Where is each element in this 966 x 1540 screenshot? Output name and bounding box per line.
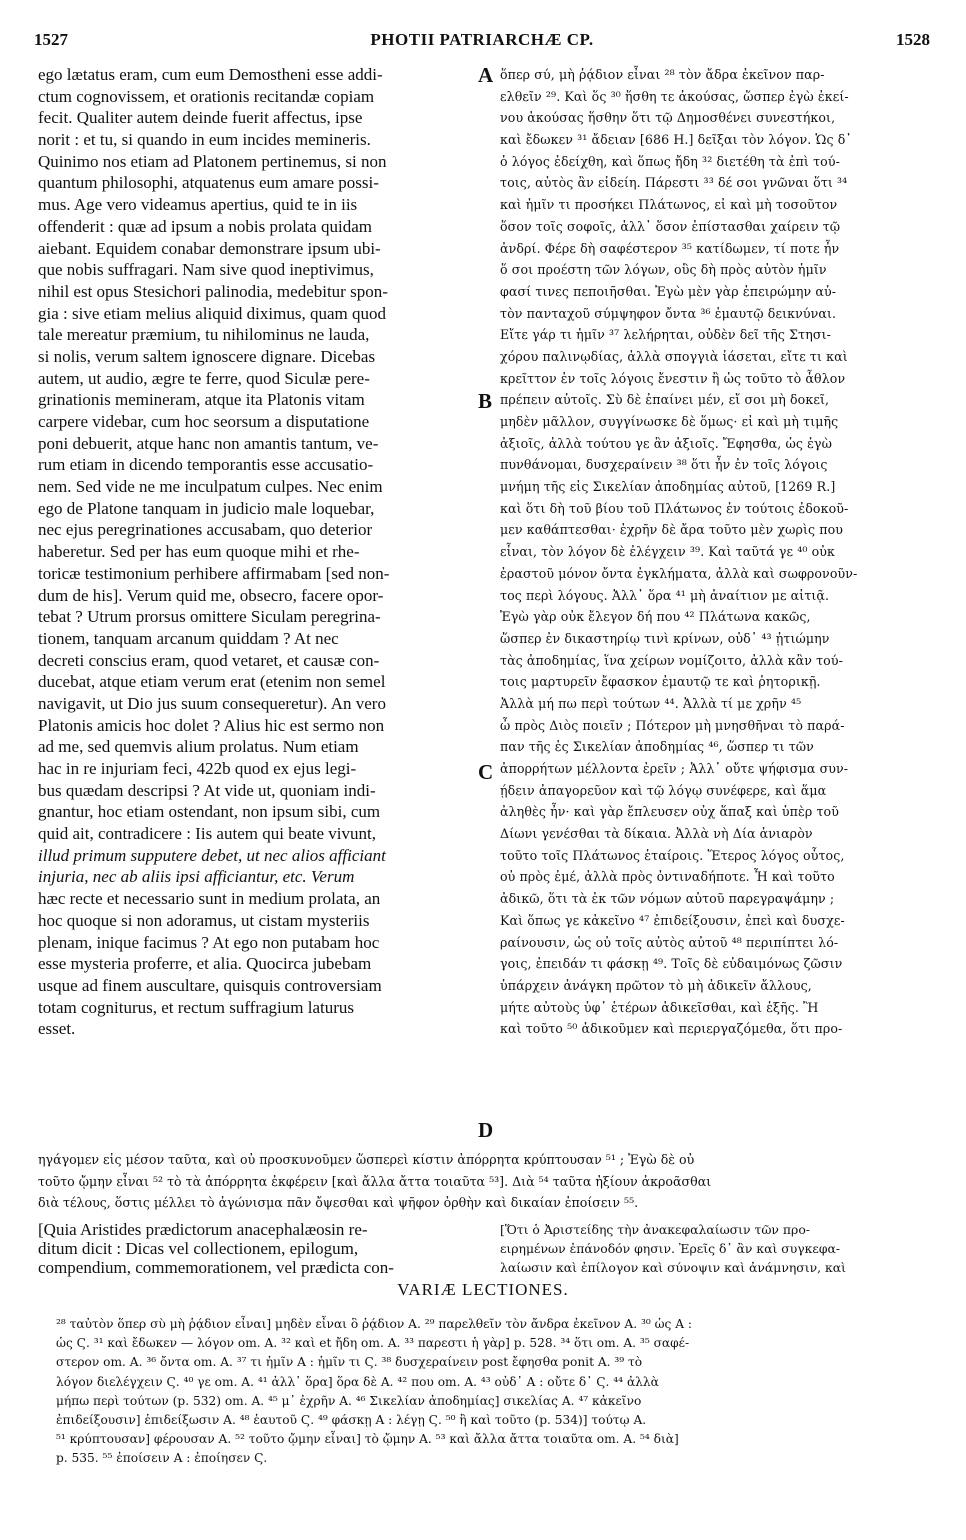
greek-line: πρέπειν αὐτοῖς. Σὺ δὲ ἐπαίνει μέν, εἴ σοι μὴ δοκεῖ, <box>500 392 830 408</box>
latin-line: usque ad finem auscultare, quisquis controversiam <box>38 975 382 995</box>
greek-line: ἀπορρήτων μέλλοντα ἐρεῖν ; Ἀλλ᾽ οὔτε ψήφισμα συν- <box>500 761 849 776</box>
greek-line: παν τῆς ἐς Σικελίαν ἀποδημίας ⁴⁶, ὥσπερ τι τῶν <box>500 739 814 755</box>
greek-line: φασί τινες πεποιῆσθαι. Ἐγὼ μὲν γὰρ ἐπειρώμην αὐ- <box>500 283 837 299</box>
latin-line: bus quædam descripsi ? At vide ut, quoniam indi- <box>38 780 376 800</box>
latin-line: toricæ testimonium perhibere affirmabam [sed non- <box>38 563 390 583</box>
variae-lectiones <box>56 1315 936 1469</box>
greek-line: νου ἀκούσας ἥσθην ὅτι τῷ Δημοσθένει συνεστήκοι, <box>500 110 836 126</box>
latin-line: totam cogniturus, et rectum suffragium laturus <box>38 997 355 1017</box>
greek-line: μνήμη τῆς εἰς Σικελίαν ἀποδημίας αὐτοῦ, [1269 R.] <box>500 479 836 495</box>
greek-line: καὶ ἔδωκεν ³¹ ἄδειαν [686 H.] δεῖξαι τὸν λόγον. Ὡς δ᾽ <box>500 132 852 148</box>
latin-line: fecit. Qualiter autem deinde fuerit affectus, ipse <box>38 108 363 128</box>
greek-column <box>500 64 930 1040</box>
greek-line: μήτε αὐτοὺς ὑφ᾽ ἑτέρων ἀδικεῖσθαι, καὶ ἑξῆς. Ἢ <box>500 999 819 1015</box>
latin-line: tale mereatur præmium, tu nihilominus ne lauda, <box>38 325 370 345</box>
section-marker-b: B <box>478 389 493 413</box>
greek-line: ὑπάρχειν ἀνάγκη πρῶτον τὸ μὴ ἀδικεῖν ἄλλους, <box>500 977 812 993</box>
latin-line: nihil est opus Stesichori palinodia, medebitur spon- <box>38 281 388 301</box>
latin-line: poni debuerit, atque hanc non amantis tantum, ve- <box>38 433 379 453</box>
greek-line: οὐ πρὸς ἐμέ, ἀλλὰ πρὸς ὀντιναδήποτε. Ἦ καὶ τοῦτο <box>500 869 835 885</box>
bracket-greek-line: ειρημένων ἐπάνοδόν φησιν. Ἐρεῖς δ᾽ ἂν καὶ συγκεφα- <box>500 1241 841 1256</box>
latin-line: ducebat, atque etiam verum erat (etenim non semel <box>38 672 386 692</box>
greek-line: ὥσπερ ἐν δικαστηρίῳ τινὶ κρίνων, οὐδ᾽ ⁴³ ᾐτιώμην <box>500 630 830 646</box>
full-width-line: ηγάγομεν εἰς μέσον ταῦτα, καὶ οὐ προσκυνοῦμεν ὥσπερεὶ κίστιν ἀπόρρητα κρύπτουσαν ⁵¹ ; Ἐγὼ δὲ οὐ <box>38 1152 695 1167</box>
section-marker-c: C <box>478 760 494 784</box>
greek-line: εἶναι, τὸν λόγον δὲ ἐλέγχειν ³⁹. Καὶ ταῦτά γε ⁴⁰ οὐκ <box>500 544 836 560</box>
variant-line: p. 535. ⁵⁵ ἐποίσειν A : ἐποίησεν Ϛ. <box>56 1451 268 1466</box>
latin-line: carpere videbar, cum hoc seorsum a disputatione <box>38 412 370 431</box>
latin-line: autem, ut audio, ægre te ferre, quod Siculæ pere- <box>38 368 370 388</box>
greek-line: ὁ λόγος ἐδείχθη, καὶ ὅπως ἤδη ³² διετέθη τὰ ἐπὶ τού- <box>500 153 840 169</box>
greek-line: ἀδικῶ, ὅτι τὰ ἐκ τῶν νόμων αὐτοῦ παρεγραψάμην ; <box>500 891 835 907</box>
greek-line: τὸν πανταχοῦ σύμψηφον ὄντα ³⁶ ἐμαυτῷ δεικνύναι. <box>500 305 837 321</box>
latin-line: norit : et tu, si quando in eum incides memineris. <box>38 130 371 150</box>
greek-line: ραίνουσιν, ὡς οὐ τοῖς αὐτὸς αὐτοῦ ⁴⁸ περιπίπτει λό- <box>500 934 839 950</box>
greek-line: γοις, ἐπειδάν τι φάσκῃ ⁴⁹. Τοῖς δὲ εὐδαιμόνως ζῶσιν <box>500 956 843 972</box>
latin-line: tebat ? Utrum prorsus omittere Siculam peregrina- <box>38 607 381 627</box>
latin-line: esset. <box>38 1019 76 1039</box>
greek-line: καὶ τοῦτο ⁵⁰ ἀδικοῦμεν καὶ περιεργαζόμεθα, ὅτι προ- <box>500 1021 843 1037</box>
page-header <box>34 30 930 56</box>
greek-line: μεν καθάπτεσθαι· ἐχρῆν δὲ ἄρα τοῦτο μὲν χωρὶς που <box>500 522 844 538</box>
greek-line: Ἀλλὰ μή πω περὶ τούτων ⁴⁴. Ἀλλὰ τί με χρῆν ⁴⁵ <box>500 695 802 711</box>
latin-line: gnantur, hoc etiam ostendant, non ipsum sibi, cum <box>38 802 381 822</box>
variant-line: ²⁸ ταὐτὸν ὅπερ σὺ μὴ ῥᾴδιον εἶναι] μηδὲν εἶναι ὃ ῥᾴδιον A. ²⁹ παρελθεῖν τὸν ἄνδρα ἐκεῖνον A. ³⁰ ὡς A : <box>56 1317 693 1331</box>
latin-line: mus. Age vero videamus apertius, quid te in iis <box>38 195 358 215</box>
bracket-greek-line: [Ὅτι ὁ Ἀριστείδης τὴν ἀνακεφαλαίωσιν τῶν προ- <box>500 1222 810 1237</box>
bracketed-latin-note <box>38 1220 476 1277</box>
latin-line: quid ait, contradicere : Iis autem qui beate vivunt, <box>38 824 376 844</box>
latin-line: que nobis suffragari. Nam sive quod ineptivimus, <box>38 260 374 280</box>
latin-line: hoc quoque si non adoramus, ut cistam mysteriis <box>38 910 370 930</box>
latin-line: Quinimo nos etiam ad Platonem pertinemus, si non <box>38 151 387 171</box>
latin-line: haberetur. Sed per has eum quoque mihi et rhe- <box>38 542 360 562</box>
greek-line: Δίωνι γενέσθαι τὰ δίκαια. Ἀλλὰ νὴ Δία ἀνιαρὸν <box>500 826 813 842</box>
greek-line: καὶ ἡμῖν τι προσήκει Πλάτωνος, εἰ καὶ μὴ τοσοῦτον <box>500 197 838 213</box>
bracketed-greek-note <box>500 1220 930 1277</box>
right-page-number: 1528 <box>896 30 930 49</box>
variant-line: μήπω περὶ τούτων (p. 532) om. A. ⁴⁵ μ᾽ ἐχρῆν A. ⁴⁶ Σικελίαν ἀποδημίας] σικελίας A. ⁴⁷ κἀκεῖνο <box>56 1393 642 1408</box>
latin-line: offenderit : quæ ad ipsum a nobis prolata quidam <box>38 216 372 236</box>
latin-line: quantum philosophi, atquatenus eum amare possi- <box>38 173 379 193</box>
latin-line: esse mysteria proferre, et alia. Quocirca jubebam <box>38 954 372 974</box>
latin-line: aiebant. Equidem conabar demonstrare ipsum ubi- <box>38 238 381 258</box>
latin-line: ego de Platone tanquam in judicio male loquebar, <box>38 498 375 518</box>
greek-line: Καὶ ὅπως γε κἀκεῖνο ⁴⁷ ἐπιδείξουσιν, ἐπεὶ καὶ δυσχε- <box>500 912 845 928</box>
greek-line: καὶ ὅτι δὴ τοῦ βίου τοῦ Πλάτωνος ἐν τούτοις ἐδοκοῦ- <box>500 500 849 516</box>
latin-line: ctum cognovissem, et orationis recitandæ copiam <box>38 86 375 106</box>
latin-line: nec ejus peregrinationes accusabam, quo deterior <box>38 520 373 540</box>
variant-line: στερον om. A. ³⁶ ὄντα om. A. ³⁷ τι ἡμῖν A : ἡμῖν τι Ϛ. ³⁸ δυσχεραίνειν post ἔφησθα ponit A. ³⁹ τὸ <box>56 1355 643 1370</box>
greek-line: ἀληθὲς ἦν· καὶ γὰρ ἔπλευσεν οὐχ ἅπαξ καὶ ὑπὲρ τοῦ <box>500 804 839 820</box>
latin-line: navigavit, ut Dio jus suum consequeretur). An vero <box>38 693 386 713</box>
latin-line: hac in re injuriam feci, 422b quod ex ejus legi- <box>38 759 357 778</box>
greek-line: κρεῖττον ἐν τοῖς λόγοις ἔνεστιν ἢ ὡς τοῦτο τὸ ἆθλον <box>500 370 846 386</box>
variant-line: λόγον διελέγχειν Ϛ. ⁴⁰ γε om. A. ⁴¹ ἀλλ᾽ ὅρα] ὅρα δὲ A. ⁴² που om. A. ⁴³ οὐδ᾽ A : οὔτε δ᾽ Ϛ. ⁴⁴ ἀλλὰ <box>56 1374 659 1389</box>
greek-line: Ἐγὼ γὰρ οὐκ ἔλεγον δή που ⁴² Πλάτωνα κακῶς, <box>500 609 811 625</box>
latin-line: si nolis, verum saltem ignoscere dignare. Dicebas <box>38 346 376 366</box>
section-marker-d: D <box>478 1118 494 1142</box>
section-marker-a: A <box>478 63 494 87</box>
latin-line: grinationis memineram, atque ita Platonis vitam <box>38 390 365 410</box>
greek-line: ἐραστοῦ μόνον ὄντα ἐγκλήματα, ἀλλὰ καὶ σωφρονοῦν- <box>500 565 858 581</box>
greek-line: ῄδειν ἀπαγορεῦον καὶ τῷ λόγῳ συνέφερε, καὶ ἅμα <box>500 782 827 798</box>
latin-line: rum etiam in dicendo temporantis esse accusatio- <box>38 455 374 475</box>
latin-column <box>38 64 476 1040</box>
greek-line: ελθεῖν ²⁹. Καὶ ὅς ³⁰ ἥσθη τε ἀκούσας, ὥσπερ ἐγὼ ἐκεί- <box>500 88 849 104</box>
variant-line: ἐπιδείξουσιν] ἐπιδείξωσιν A. ⁴⁸ ἑαυτοῦ Ϛ. ⁴⁹ φάσκῃ A : λέγῃ Ϛ. ⁵⁰ ἢ καὶ τοῦτο (p. 534)] τούτῳ A. <box>56 1412 647 1427</box>
left-page-number: 1527 <box>34 30 68 49</box>
latin-line: ego lætatus eram, cum eum Demostheni esse addi- <box>38 65 383 84</box>
greek-line: ἀξιοῖς, ἀλλὰ τούτου γε ἂν ἀξιοῖς. Ἔφησθα, ὡς ἐγὼ <box>500 435 832 451</box>
bracket-greek-line: λαίωσιν καὶ ἐπίλογον καὶ σύνοψιν καὶ ἀνάμνησιν, καὶ <box>500 1260 846 1275</box>
greek-line: μηδὲν μᾶλλον, συγγίνωσκε δὲ ὅμως· εἰ καὶ μὴ τιμῆς <box>500 414 839 429</box>
variant-line: ὡς Ϛ. ³¹ καὶ ἔδωκεν — λόγον om. A. ³² καὶ et ἤδη om. A. ³³ παρεστι ἡ γὰρ] p. 528. ³⁴ ὅτι om. A. ³⁵ σαφέ- <box>56 1336 690 1351</box>
bracket-latin-line: compendium, commemorationem, vel prædicta con- <box>38 1258 394 1277</box>
greek-line: πυνθάνομαι, δυσχεραίνειν ³⁸ ὅτι ἦν ἐν τοῖς λόγοις <box>500 457 828 473</box>
running-title: PHOTII PATRIARCHÆ CP. <box>370 30 594 49</box>
latin-line: tionem, tanquam arcanum quiddam ? At nec <box>38 628 339 648</box>
full-width-line: διὰ τέλους, ὅστις μέλλει τὸ ἀγώνισμα πᾶν ὄψεσθαι καὶ ψῆφον ὀρθὴν καὶ δικαίαν ἐποίσειν ⁵⁵. <box>38 1195 639 1211</box>
latin-line: dum de his]. Verum quid me, obsecro, facere opor- <box>38 585 384 605</box>
full-width-greek <box>38 1149 934 1214</box>
greek-line: τὰς ἀποδημίας, ἵνα χείρων νομίζοιτο, ἀλλὰ κἂν τού- <box>500 652 843 668</box>
bracket-latin-line: ditum dicit : Dicas vel collectionem, epilogum, <box>38 1239 359 1258</box>
variae-lectiones-title: VARIÆ LECTIONES. <box>397 1280 569 1299</box>
greek-line: ἀνδρί. Φέρε δὴ σαφέστερον ³⁵ κατίδωμεν, τί ποτε ἦν <box>500 240 840 256</box>
greek-line: ὦ πρὸς Διὸς ποιεῖν ; Πότερον μὴ μνησθῆναι τὸ παρά- <box>500 717 845 733</box>
greek-line: χόρου παλινῳδίας, ἀλλὰ σπογγιὰ ἰάσεται, εἴτε τι καὶ <box>500 348 848 364</box>
latin-line: Platonis amicis hoc dolet ? Alius hic est sermo non <box>38 715 385 735</box>
latin-line: injuria, nec ab aliis ipsi afficiantur, etc. Verum <box>38 867 355 887</box>
latin-line: nem. Sed vide ne me inculpatum culpes. Nec enim <box>38 477 383 497</box>
greek-line: τος περὶ λόγους. Ἀλλ᾽ ὅρα ⁴¹ μὴ ἀναίτιον με αἰτιᾷ. <box>500 587 830 603</box>
greek-line: ὅ σοι προέστη τῶν λόγων, οὓς δὴ πρὸς αὐτὸν ἡμῖν <box>500 262 827 278</box>
latin-line: decreti conscius eram, quod vetaret, et causæ con- <box>38 650 380 670</box>
greek-line: τοις, αὐτὸς ἂν εἰδείη. Πάρεστι ³³ δέ σοι γνῶναι ὅτι ³⁴ <box>500 175 848 191</box>
greek-line: τοῦτο τοῖς Πλάτωνος ἑταίροις. Ἕτερος λόγος οὗτος, <box>500 847 845 863</box>
latin-line: plenam, inique facimus ? At ego non putabam hoc <box>38 932 380 952</box>
greek-line: ὅσον τοῖς σοφοῖς, ἀλλ᾽ ὅσον ἐπίστασθαι χαίρειν τῷ <box>500 218 841 234</box>
variant-line: ⁵¹ κρύπτουσαν] φέρουσαν A. ⁵² τοῦτο ᾤμην εἶναι] τὸ ᾤμην A. ⁵³ καὶ ἄλλα ἄττα τοιαῦτα om. A. ⁵⁴ διὰ] <box>56 1432 679 1447</box>
latin-line: hæc recte et necessario sunt in medium prolata, an <box>38 889 381 909</box>
latin-line: ad me, sed quemvis alium prolatus. Num etiam <box>38 737 359 757</box>
greek-line: Εἴτε γάρ τι ἡμῖν ³⁷ λελήρηται, οὐδὲν δεῖ τῆς Στησι- <box>500 327 831 343</box>
latin-line: illud primum supputere debet, ut nec alios afficiant <box>38 845 386 865</box>
full-width-line: τοῦτο ᾤμην εἶναι ⁵² τὸ τὰ ἀπόρρητα ἐκφέρειν [καὶ ἄλλα ἄττα τοιαῦτα ⁵³]. Διὰ ⁵⁴ ταῦτα ἠξίουν ἀκροᾶσθαι <box>38 1173 712 1189</box>
latin-line: gia : sive etiam melius aliquid diximus, quam quod <box>38 303 386 323</box>
bracket-latin-line: [Quia Aristides prædictorum anacephalæosin re- <box>38 1220 368 1239</box>
greek-line: τοις μαρτυρεῖν ἔφασκον ἐμαυτῷ τε καὶ ῥητορικῇ. <box>500 674 821 690</box>
greek-line: ὅπερ σύ, μὴ ῥᾴδιον εἶναι ²⁸ τὸν ἄδρα ἐκεῖνον παρ- <box>500 67 825 82</box>
